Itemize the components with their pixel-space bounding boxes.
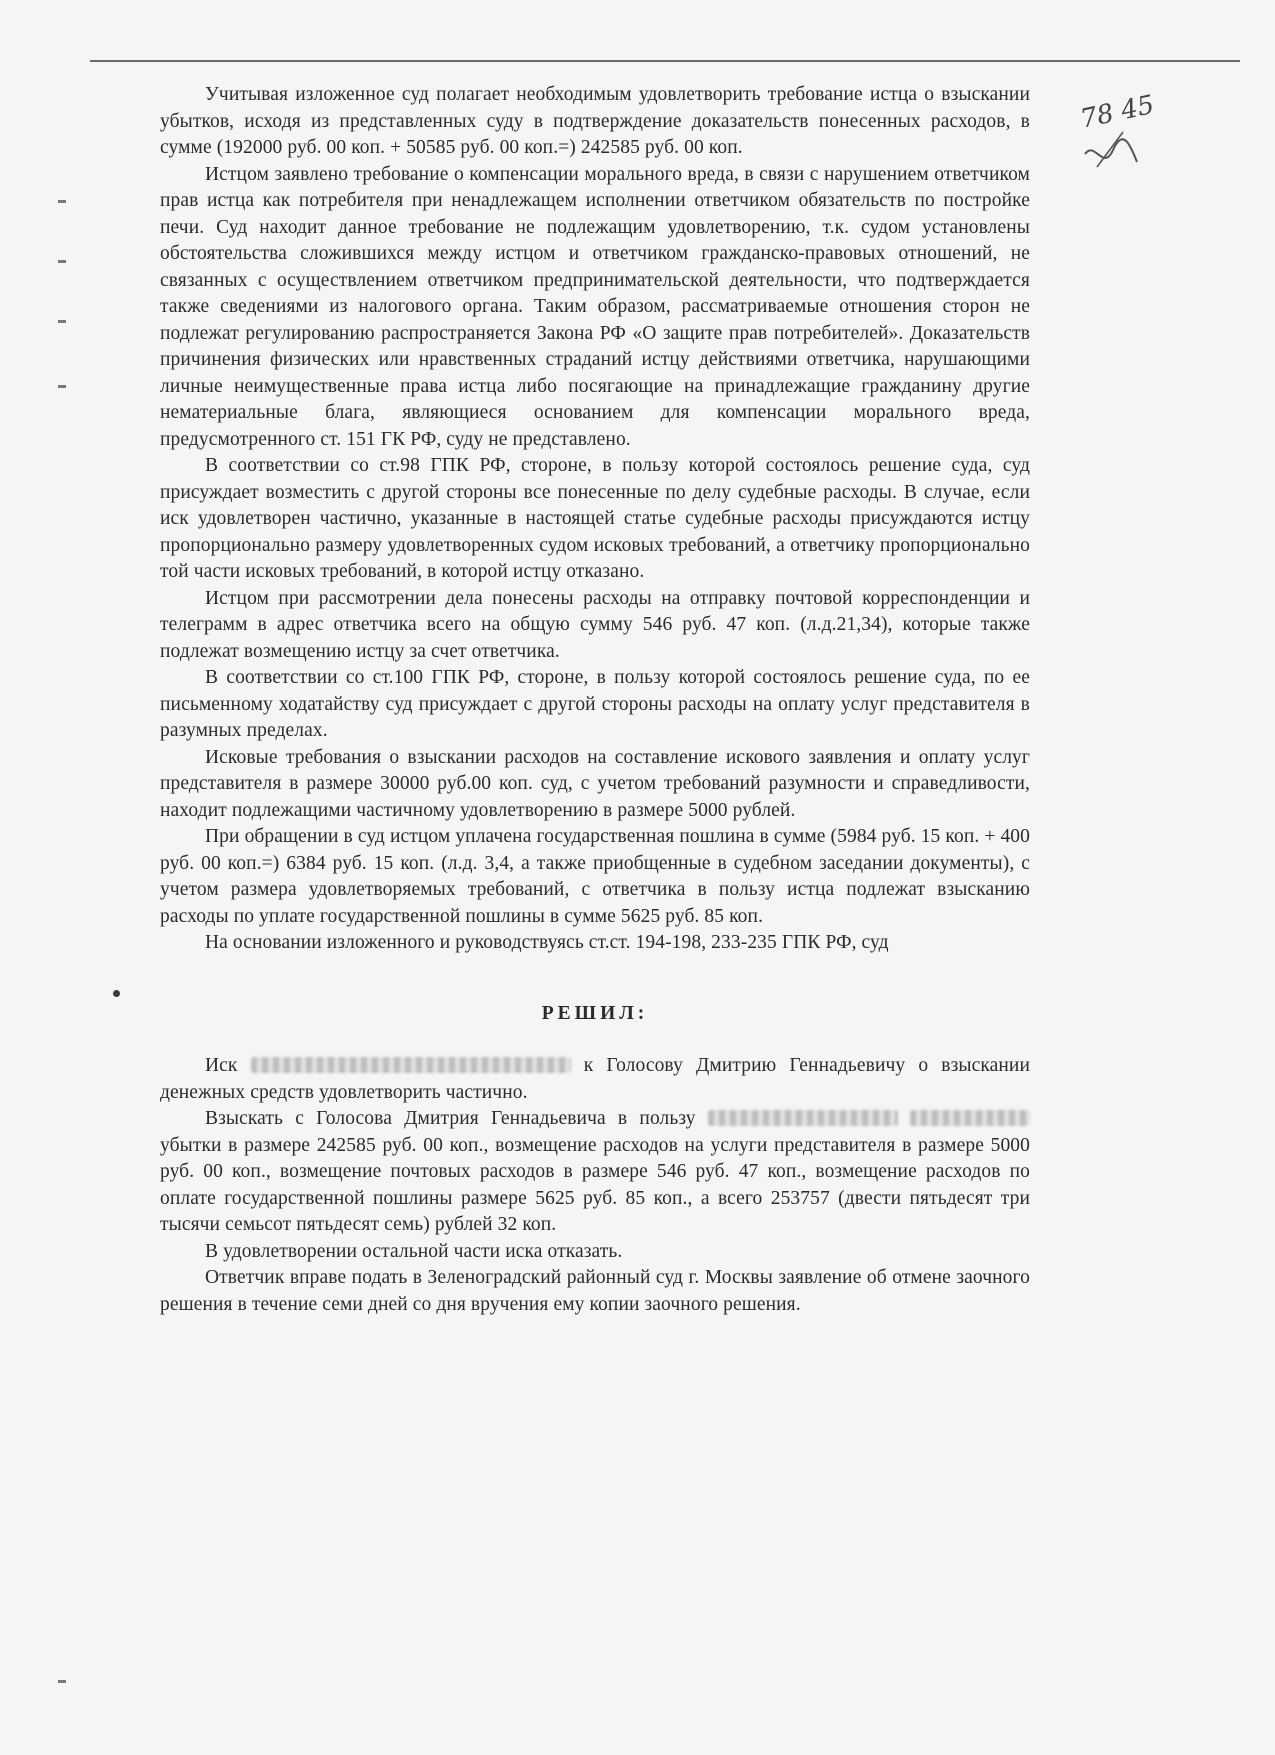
resolution-text: Иск [205, 1055, 238, 1076]
redacted-name [910, 1110, 1030, 1126]
resolution-text: убытки в размере 242585 руб. 00 коп., возмещение расходов на услуги представителя в размере 5000 руб. 00 коп., возмещение почтовых расходов в размере 546 руб. 47 коп., возмещение расходов по оплате государственной пошлины размере 5625 руб. 85 коп., а всего 253757 (двести пятьдесят три тысячи семьсот пятьдесят семь) рублей 32 коп. [160, 1134, 1030, 1235]
resolution-paragraph: В удовлетворении остальной части иска отказать. [205, 1240, 623, 1262]
resolution-paragraph [160, 1106, 1030, 1239]
redacted-name [251, 1057, 571, 1073]
handwritten-page-number [1075, 89, 1157, 182]
paragraph: В соответствии со ст.98 ГПК РФ, стороне, в пользу которой состоялось решение суда, суд присуждает возместить с другой стороны все понесенные по делу судебные расходы. В случае, если иск удовлетворен частично, указанные в настоящей статье судебные расходы присуждаются истцу пропорционально размеру удовлетворенных судом исковых требований, а ответчику пропорционально той части исковых требований, в которой истцу отказано. [160, 455, 1030, 582]
margin-mark [58, 260, 66, 263]
resolution-paragraph: Ответчик вправе подать в Зеленоградский районный суд г. Москвы заявление об отмене заочного решения в течение семи дней со дня вручения ему копии заочного решения. [160, 1267, 1030, 1315]
resolution-paragraph [160, 1053, 1030, 1106]
paragraph: Учитывая изложенное суд полагает необходимым удовлетворить требование истца о взыскании убытков, исходя из представленных суду в подтверждение доказательств понесенных расходов, в сумме (192000 руб. 00 коп. + 50585 руб. 00 коп.=) 242585 руб. 00 коп. [160, 84, 1030, 158]
paragraph: Исковые требования о взыскании расходов на составление искового заявления и оплату услуг представителя в размере 30000 руб.00 коп. суд, с учетом требований разумности и справедливости, находит подлежащими частичному удовлетворению в размере 5000 рублей. [160, 746, 1030, 821]
redacted-name [708, 1110, 898, 1126]
margin-mark [58, 200, 66, 203]
paragraph: Истцом при рассмотрении дела понесены расходы на отправку почтовой корреспонденции и телеграмм в адрес ответчика всего на общую сумму 546 руб. 47 коп. (л.д.21,34), которые также подлежат возмещению истцу за счет ответчика. [160, 587, 1030, 662]
paragraph: Истцом заявлено требование о компенсации морального вреда, в связи с нарушением ответчиком прав истца как потребителя при ненадлежащем исполнении ответчиком обязательств по постройке печи. Суд находит данное требование не подлежащим удовлетворению, т.к. судом установлены обстоятельства сложившихся между истцом и ответчиком гражданско-правовых отношений, не связанных с осуществлением ответчиком предпринимательской деятельности, что подтверждается также сведениями из налогового органа. Таким образом, рассматриваемые отношения сторон не подлежат регулированию распространяется Закона РФ «О защите прав потребителей». Доказательств причинения физических или нравственных страданий истцу действиями ответчика, нарушающими личные неимущественные права истца либо посягающие на принадлежащие гражданину другие нематериальные блага, являющиеся основанием для компенсации морального вреда, предусмотренного ст. 151 ГК РФ, суду не представлено. [160, 163, 1030, 450]
resolution-text: к Голосову Дмитрию Геннадьевичу о взыскании денежных средств удовлетворить частично. [160, 1055, 1030, 1103]
decision-heading: РЕШИЛ: [541, 1002, 649, 1024]
margin-mark [58, 1680, 66, 1683]
margin-mark [58, 385, 66, 388]
top-rule [90, 60, 1240, 62]
paragraph: На основании изложенного и руководствуясь ст.ст. 194-198, 233-235 ГПК РФ, суд [205, 932, 889, 953]
margin-mark [58, 320, 66, 323]
stray-dot [113, 990, 120, 997]
resolution-text: Взыскать с Голосова Дмитрия Геннадьевича в пользу [205, 1108, 696, 1129]
document-body [160, 82, 1030, 1318]
paragraph: В соответствии со ст.100 ГПК РФ, стороне, в пользу которой состоялось решение суда, по ее письменному ходатайству суд присуждает с другой стороны расходы на оплату услуг представителя в разумных пределах. [160, 667, 1030, 741]
handwritten-note: 78 45 [1077, 89, 1157, 135]
paragraph: При обращении в суд истцом уплачена государственная пошлина в сумме (5984 руб. 15 коп. + 400 руб. 00 коп.=) 6384 руб. 15 коп. (л.д. 3,4, а также приобщенные в судебном заседании документы), с учетом размера удовлетворяемых требований, с ответчика в пользу истца подлежат взысканию расходы по уплате государственной пошлины в сумме 5625 руб. 85 коп. [160, 826, 1030, 927]
